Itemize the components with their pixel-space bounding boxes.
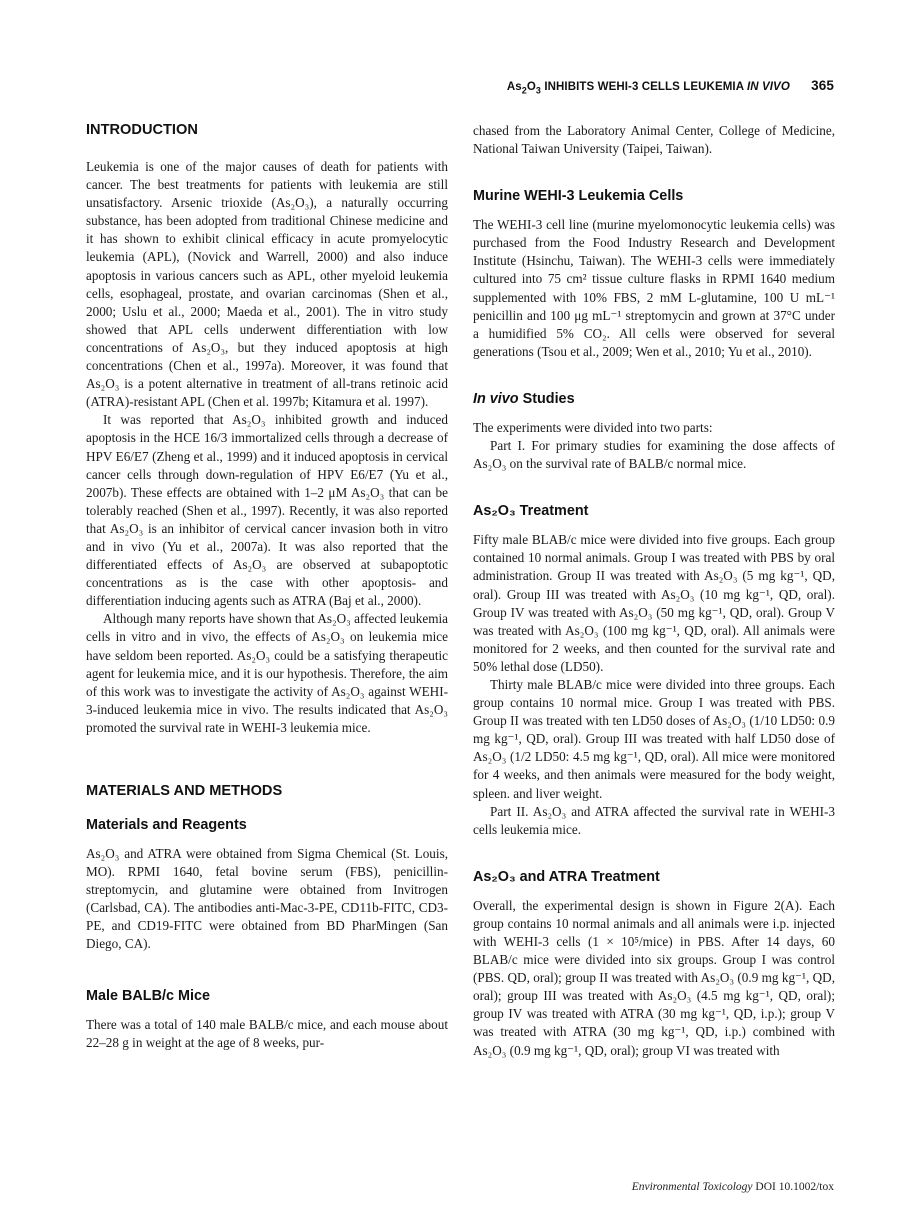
running-head-title: $As_2O_3$ INHIBITS WEHI-3 CELLS LEUKEMIA IN VIVO [506,81,790,96]
intro-paragraph-3: Although many reports have shown that As₂O₃ affected leukemia cells in vitro and in vivo, the effects of As₂O₃ on leukemia mice have seldom been reported. As₂O₃ could be a satisfying therapeutic agent for leukemia mice, and it is our hypothesis. Therefore, the aim of this work was to investigate the activity of As₂O₃ against WEHI-3-induced leukemia mice in vivo. The results indicated that As₂O₃ promoted the survival rate in WEHI-3 leukemia mice. [86,611,448,735]
treatment-paragraph-1: Fifty male BLAB/c mice were divided into five groups. Each group contained 10 normal animals. Group I was treated with PBS by oral administration. Group II was treated with As₂O₃ (5 mg kg⁻¹, QD, oral). Group III was treated with As₂O₃ (10 mg kg⁻¹, QD, oral). Group IV was treated with As₂O₃ (50 mg kg⁻¹, QD, oral). Group V was treated with As₂O₃ (100 mg kg⁻¹, QD, oral). All animals were monitored for 2 weeks, and then counted for the survival rate and 50% lethal dose (LD50). [473,532,835,674]
atra-paragraph: Overall, the experimental design is shown in Figure 2(A). Each group contains 10 normal animals and all animals were i.p. injected with WEHI-3 cells (1 × 10⁵/mice) in PBS. After 14 days, 60 BLAB/c mice were divided into six groups. Group I was control (PBS. QD, oral); group II was treated with As₂O₃ (0.9 mg kg⁻¹, QD, oral); group III was treated with As₂O₃ (4.5 mg kg⁻¹, QD, oral); group IV was treated with ATRA (30 mg kg⁻¹, QD, i.p.); group V was treated with ATRA (30 mg kg⁻¹, QD, i.p.) combined with As₂O₃ (0.9 mg kg⁻¹, QD, oral); group VI was treated with [473,897,835,1058]
cells-paragraph: The WEHI-3 cell line (murine myelomonocytic leukemia cells) was purchased from the Food Industry Research and Development Institute (Hsinchu, Taiwan). The WEHI-3 cells were immediately cultured into 75 cm² tissue culture flasks in RPMI 1640 medium supplemented with 10% FBS, 2 mM L-glutamine, 100 U mL⁻¹ penicillin and 100 μg mL⁻¹ streptomycin and grown at 37°C under a humidified 5% CO₂. All cells were observed for several generations (Tsou et al., 2009; Wen et al., 2010; Yu et al., 2010). [473,217,835,359]
intro-paragraph-2: It was reported that As₂O₃ inhibited growth and induced apoptosis in the HCE 16/3 immortalized cells through a decrease of HPV E6/E7 (Zheng et al., 1999) and it induced apoptosis in cervical cancer cells through down-regulation of HPV E6/E7 (Yu et al., 2007b). These effects are obtained with 1–2 μM As₂O₃ that can be tolerably reached (Shen et al., 1997). Recently, it was also reported that As₂O₃ is an inhibitor of cervical cancer invasion both in vitro and in vivo (Yu et al., 2007a). It was also reported that the differentiated effects of As₂O₃ are observed at subapoptotic concentrations as is the case with other apoptosis- and differentiation inducing agents such as ATRA (Baj et al., 2000). [86,412,448,609]
subheading-invivo: In vivo Studies [473,390,575,407]
invivo-part-1: Part I. For primary studies for examining the dose affects of As₂O₃ on the survival rate of BALB/c normal mice. [473,438,835,472]
subheading-mice: Male BALB/c Mice [86,987,210,1004]
section-heading-methods: MATERIALS AND METHODS [86,783,283,799]
left-column [86,122,448,1052]
journal-name: Environmental Toxicology [631,1181,753,1193]
subheading-reagents: Materials and Reagents [86,817,247,833]
doi: DOI 10.1002/tox [752,1181,834,1193]
mice-paragraph: There was a total of 140 male BALB/c mice, and each mouse about 22–28 g in weight at the age of 8 weeks, pur- [86,1016,448,1050]
treatment-paragraph-2: Thirty male BLAB/c mice were divided into three groups. Each group contains 10 normal mice. Group I was treated with PBS. Group II was treated with ten LD50 doses of As₂O₃ (1/10 LD50: 0.9 mg kg⁻¹, QD, oral). Group III was treated with half LD50 dose of As₂O₃ (1/2 LD50: 4.5 mg kg⁻¹, QD, oral). All mice were monitored for 4 weeks, and then animals were measured for the body weight, spleen. and liver weight. [473,676,835,801]
mice-paragraph-continued: chased from the Laboratory Animal Center, College of Medicine, National Taiwan University (Taipei, Taiwan). [473,123,835,157]
subheading-treatment: As₂O₃ Treatment [473,503,589,520]
treatment-paragraph-3: Part II. As₂O₃ and ATRA affected the survival rate in WEHI-3 cells leukemia mice. [473,803,835,837]
intro-paragraph-1: Leukemia is one of the major causes of death for patients with cancer. The best treatments for patients with leukemia are still unsatisfactory. Arsenic trioxide (As₂O₃), a naturally occurring substance, has been adopted from traditional Chinese medicine and it has shown to exhibit clinical efficacy in acute promyelocytic leukemia (APL), (Novick and Warrell, 2000) and also induce apoptosis in various cancers such as APL, other myeloid leukemia cells, esophageal, prostate, and ovarian carcinomas (Shen et al., 2000; Uslu et al., 2000; Maeda et al., 2001). The in vitro study showed that APL cells underwent differentiation with low concentrations of As₂O₃, but they induced apoptosis at high concentrations (Chen et al., 1997a). Moreover, it was found that As₂O₃ is a potent alternative in treatment of all-trans retinoic acid (ATRA)-resistant APL (Chen et al. 1997b; Kitamura et al. 1997). [86,159,448,410]
right-column [473,122,835,1060]
subheading-atra: As₂O₃ and ATRA Treatment [473,868,660,885]
reagents-paragraph: As₂O₃ and ATRA were obtained from Sigma Chemical (St. Louis, MO). RPMI 1640, fetal bovine serum (FBS), penicillin-streptomycin, and glutamine were obtained from Invitrogen (Carlsbad, CA). The antibodies anti-Mac-3-PE, CD11b-FITC, CD3-PE, and CD19-FITC were obtained from BD PharMingen (San Diego, CA). [86,846,448,952]
section-heading-introduction: INTRODUCTION [86,122,198,138]
invivo-intro: The experiments were divided into two parts: [473,419,713,435]
page-number: 365 [811,78,834,93]
subheading-cells: Murine WEHI-3 Leukemia Cells [473,188,684,205]
running-head [506,78,834,96]
page-footer [632,1181,834,1193]
